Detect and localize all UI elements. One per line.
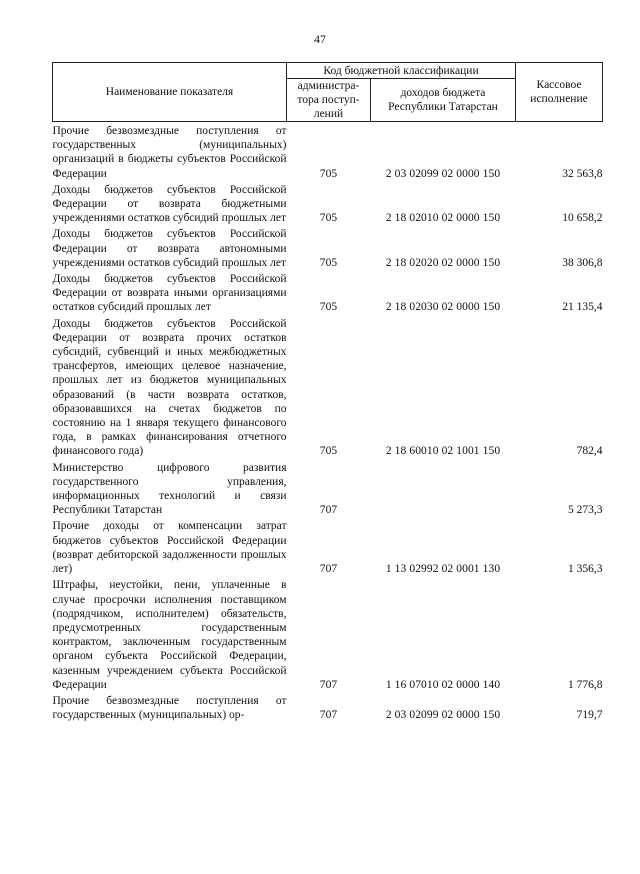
row-revenue-code: 2 03 02099 02 0000 150 (385, 709, 501, 722)
table-row (53, 122, 603, 181)
row-revenue-code: 1 13 02992 02 0001 130 (385, 563, 501, 576)
row-revenue-code: 2 18 60010 02 1001 150 (385, 445, 501, 458)
table-row (53, 459, 603, 518)
row-amount: 38 306,8 (562, 256, 603, 269)
row-name: Прочие доходы от компенсации затрат бюджетов субъектов Российской Федерации (возврат дебиторской задолженности прошлых лет) (52, 520, 287, 576)
row-name: Прочие безвозмездные поступления от государственных (муниципальных) организаций в бюджеты субъектов Российской Федерации (52, 125, 287, 180)
table-row (53, 315, 603, 459)
row-name: Доходы бюджетов субъектов Российской Федерации от возврата иными организациями остатков субсидий прошлых лет (52, 273, 287, 314)
row-amount: 719,7 (576, 709, 603, 722)
row-revenue-code (371, 459, 516, 518)
row-admin-code: 705 (319, 301, 338, 314)
row-revenue-code: 2 18 02010 02 0000 150 (385, 212, 501, 225)
row-revenue-code: 2 18 02020 02 0000 150 (385, 256, 501, 269)
row-revenue-code: 2 03 02099 02 0000 150 (385, 167, 501, 180)
row-admin-code: 707 (319, 563, 338, 576)
row-admin-code: 705 (319, 256, 338, 269)
row-amount: 1 356,3 (568, 563, 603, 576)
row-name: Доходы бюджетов субъектов Российской Федерации от возврата бюджетными учреждениями остатков субсидий прошлых лет (52, 183, 287, 225)
header-execution: Кассовое исполнение (516, 63, 603, 122)
row-amount: 32 563,8 (562, 167, 603, 180)
header-administrator: администра- тора поступ- лений (287, 79, 371, 122)
row-amount: 782,4 (576, 445, 603, 458)
row-admin-code: 705 (319, 167, 338, 180)
row-admin-code: 707 (319, 504, 338, 517)
table-row (53, 181, 603, 226)
row-admin-code: 707 (319, 678, 338, 691)
row-amount: 10 658,2 (562, 212, 603, 225)
row-admin-code: 707 (319, 709, 338, 722)
header-revenues: доходов бюджета Республики Татарстан (371, 79, 516, 122)
header-indicator: Наименование показателя (53, 63, 287, 122)
table-row (53, 270, 603, 315)
row-name: Доходы бюджетов субъектов Российской Федерации от возврата прочих остатков субсидий, субвенций и иных межбюджетных трансфертов, имеющих целевое назначение, прошлых лет из бюджетов муниципальных образований (в части возврата остатков, образовавшихся на счетах бюджетов по состоянию на 1 января текущего финансового года, в рамках финансирования отчетного финансового года) (52, 317, 287, 458)
table-row (53, 517, 603, 576)
table-row (53, 225, 603, 270)
row-name: Министерство цифрового развития государственного управления, информационных технологий и связи Республики Татарстан (52, 461, 287, 517)
table-row (53, 692, 603, 722)
table-row (53, 576, 603, 692)
row-amount: 1 776,8 (568, 678, 603, 691)
row-amount: 21 135,4 (562, 301, 603, 314)
row-amount: 5 273,3 (568, 504, 603, 517)
row-revenue-code: 2 18 02030 02 0000 150 (385, 301, 501, 314)
row-name: Штрафы, неустойки, пени, уплаченные в случае просрочки исполнения поставщиком (подрядчиком, исполнителем) обязательств, предусмотренных государственным контрактом, заключенным государственным органом субъекта Российской Федерации, казенным учреждением субъекта Российской Федерации (52, 579, 287, 691)
page-number: 47 (314, 32, 326, 46)
header-classification-code: Код бюджетной классификации (287, 63, 516, 79)
row-admin-code: 705 (319, 212, 338, 225)
row-admin-code: 705 (319, 445, 338, 458)
row-name: Доходы бюджетов субъектов Российской Федерации от возврата автономными учреждениями остатков субсидий прошлых лет (52, 228, 287, 269)
budget-table (52, 62, 603, 722)
row-revenue-code: 1 16 07010 02 0000 140 (385, 678, 501, 691)
row-name: Прочие безвозмездные поступления от государственных (муниципальных) ор- (52, 694, 287, 722)
